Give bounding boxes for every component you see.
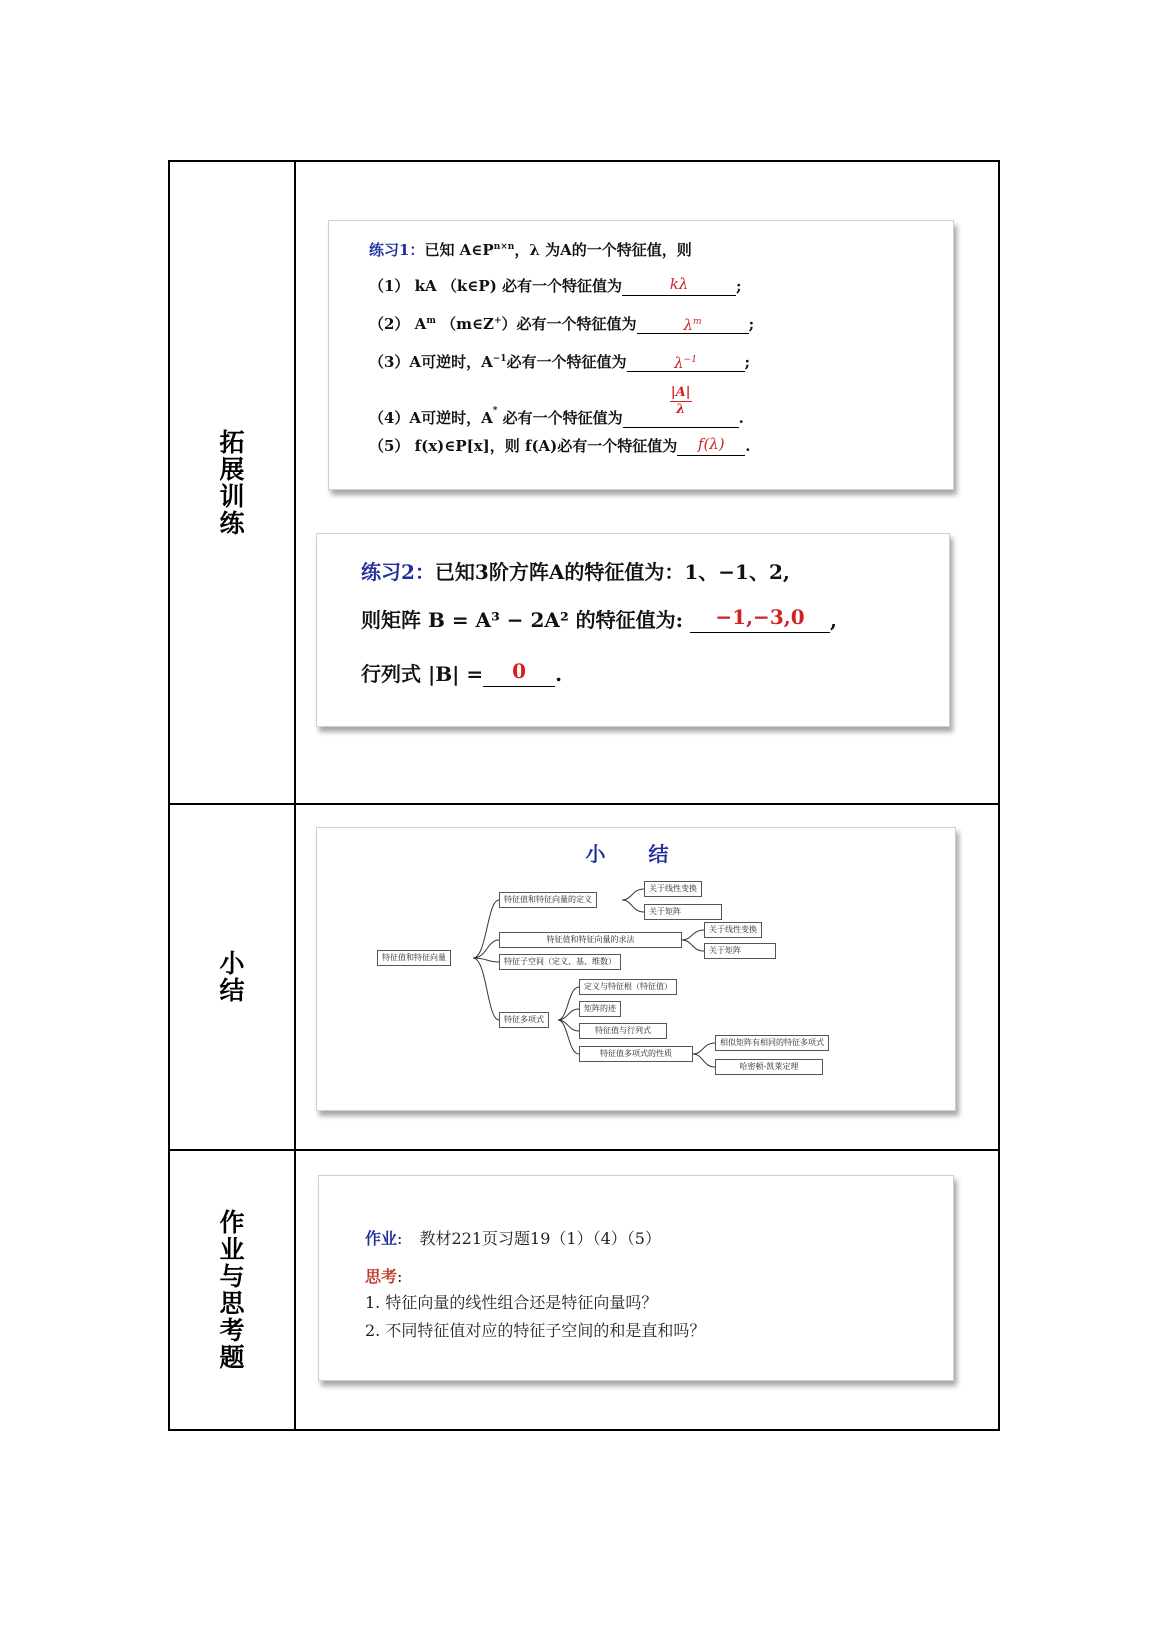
- mindmap-node: 特征子空间（定义、基、维数）: [499, 954, 621, 970]
- homework-card: [318, 1175, 954, 1381]
- think-question-2: 2. 不同特征值对应的特征子空间的和是直和吗？: [365, 1321, 706, 1340]
- mindmap-leaf: 特征值多项式的性质: [579, 1046, 693, 1062]
- line-text: 行列式 |B| =: [361, 662, 484, 686]
- item-text: 必有一个特征值为: [506, 353, 627, 371]
- homework-colon: :: [397, 1229, 403, 1248]
- item-text: （3）A可逆时，A: [369, 353, 493, 371]
- answer-blank: −1,−3,0: [690, 606, 830, 633]
- mindmap-leaf: 哈密顿-凯莱定理: [715, 1059, 823, 1075]
- homework-label: 作业: [365, 1229, 398, 1248]
- answer-blank: [623, 385, 739, 428]
- mindmap-leaf: 相似矩阵有相同的特征多项式: [715, 1035, 829, 1051]
- answer-text: λ: [683, 316, 694, 334]
- item-sup: m: [426, 316, 436, 326]
- answer-sup: m: [693, 317, 702, 327]
- item-suffix: ;: [744, 353, 751, 371]
- section-label-summary: [170, 805, 294, 1149]
- exercise-1-item: [369, 387, 744, 427]
- item-suffix: ;: [736, 277, 742, 295]
- think-heading: [365, 1264, 402, 1287]
- item-text: （m∈Z: [435, 315, 494, 333]
- exercise-1-item: [369, 275, 742, 296]
- column-divider: [294, 162, 296, 1429]
- item-suffix: .: [738, 409, 744, 427]
- exercise-2-line3: [361, 658, 562, 687]
- exercise-2-card: [316, 533, 950, 727]
- mindmap-node: 特征多项式: [499, 1012, 549, 1028]
- section-label-extension: [170, 162, 294, 803]
- item-sup: *: [492, 406, 498, 416]
- item-suffix: .: [745, 437, 751, 455]
- answer-sup: −1: [683, 355, 697, 365]
- mindmap-connectors: [317, 828, 957, 1112]
- exercise-1-title: 练习1：: [369, 241, 425, 259]
- exercise-1-premise-sup: n×n: [493, 242, 515, 252]
- homework-line: [365, 1226, 661, 1249]
- item-text: （2） A: [369, 315, 427, 333]
- summary-mindmap-card: [316, 827, 956, 1111]
- think-question-1: 1. 特征向量的线性组合还是特征向量吗？: [365, 1293, 658, 1312]
- row-divider: [170, 803, 998, 805]
- fraction-denominator: λ: [676, 402, 686, 417]
- mindmap-title: 小 结: [585, 842, 687, 866]
- mindmap-leaf: 关于线性变换: [644, 881, 702, 897]
- item-text: （1） kA （k∈P) 必有一个特征值为: [369, 277, 623, 295]
- line-suffix: .: [555, 662, 563, 686]
- think-colon: :: [397, 1267, 403, 1286]
- section-title: 拓展训练: [219, 427, 245, 538]
- answer-blank: [637, 313, 749, 334]
- exercise-2-line2: [361, 604, 837, 633]
- exercise-2-title: 练习2：: [361, 560, 435, 584]
- item-text: 必有一个特征值为: [497, 409, 623, 427]
- answer-fraction: [623, 385, 739, 417]
- item-text: （4）A可逆时，A: [369, 409, 493, 427]
- answer-blank: kλ: [622, 275, 736, 296]
- mindmap-node: 特征值和特征向量的求法: [499, 932, 682, 948]
- item-text: （5） f(x)∈P[x]，则 f(A)必有一个特征值为: [369, 437, 678, 455]
- mindmap-leaf: 关于矩阵: [644, 904, 722, 920]
- exercise-1-card: [328, 220, 954, 490]
- mindmap-leaf: 关于线性变换: [704, 922, 762, 938]
- item-sup: +: [494, 316, 502, 326]
- think-label: 思考: [365, 1267, 398, 1286]
- mindmap-leaf: 矩阵的迹: [579, 1001, 621, 1017]
- mindmap-leaf: 关于矩阵: [704, 943, 776, 959]
- mindmap-root: 特征值和特征向量: [377, 950, 451, 966]
- mindmap-leaf: 特征值与行列式: [579, 1023, 667, 1039]
- exercise-1-premise-end: ，λ 为A的一个特征值，则: [514, 241, 692, 259]
- answer-text: λ: [674, 354, 684, 372]
- line-suffix: ,: [830, 608, 837, 632]
- item-text: ）必有一个特征值为: [501, 315, 637, 333]
- item-sup: −1: [492, 354, 507, 364]
- exercise-1-item: [369, 351, 750, 372]
- exercise-2-line1: 已知3阶方阵A的特征值为：1、−1、2,: [434, 560, 790, 584]
- exercise-1-item: [369, 313, 754, 334]
- fraction-numerator: |A|: [670, 385, 691, 400]
- mindmap-node: 特征值和特征向量的定义: [499, 892, 597, 908]
- answer-blank: [627, 351, 745, 372]
- exercise-1-premise: 已知 A∈P: [424, 241, 494, 259]
- item-suffix: ;: [748, 315, 755, 333]
- line-text: 则矩阵 B = A³ − 2A² 的特征值为:: [361, 608, 684, 632]
- section-title: 作业与思考题: [219, 1208, 245, 1372]
- exercise-1-item: [369, 435, 751, 456]
- row-divider: [170, 1149, 998, 1151]
- mindmap-leaf: 定义与特征根（特征值）: [579, 979, 677, 995]
- answer-blank: f(λ): [677, 435, 745, 456]
- homework-text: 教材221页习题19（1）（4）（5）: [419, 1229, 661, 1248]
- section-title: 小结: [219, 949, 245, 1005]
- section-label-homework: [170, 1151, 294, 1429]
- answer-blank: 0: [483, 660, 555, 687]
